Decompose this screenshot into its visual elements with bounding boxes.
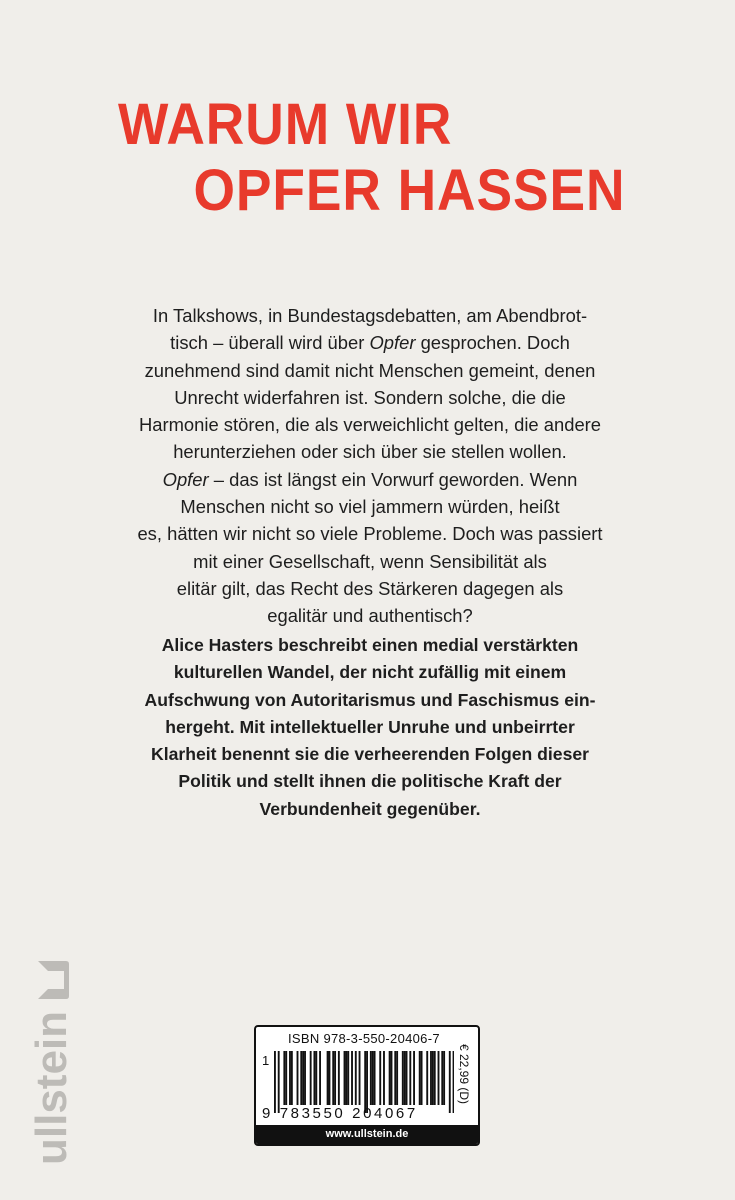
barcode-bar <box>302 1051 304 1105</box>
emphasis-opfer: Opfer <box>162 468 209 490</box>
barcode-bar <box>366 1051 368 1113</box>
barcode-bar <box>289 1051 291 1105</box>
title-line-2: OPFER HASSEN <box>193 158 626 223</box>
blurb-line: zunehmend sind damit nicht Menschen gemeint, denen <box>144 359 596 381</box>
barcode-bar <box>426 1051 428 1105</box>
barcode-bar <box>313 1051 315 1105</box>
barcode-box <box>254 1025 480 1146</box>
blurb-paragraph-2 <box>100 632 640 823</box>
blurb-line: Verbundenheit gegenüber. <box>259 798 481 819</box>
blurb-paragraph-1 <box>100 302 640 630</box>
blurb-line: es, hätten wir nicht so viele Probleme. Doch was passiert <box>137 523 603 545</box>
barcode-icon <box>274 1051 454 1113</box>
barcode-bar <box>396 1051 398 1105</box>
barcode-bar <box>351 1051 353 1105</box>
barcode-bar <box>359 1051 361 1105</box>
barcode-bar <box>283 1051 285 1105</box>
blurb-line: Aufschwung von Autoritarismus und Faschismus ein- <box>144 689 596 710</box>
barcode-bar <box>364 1051 366 1113</box>
barcode-bar <box>372 1051 374 1105</box>
publisher-name: ullstein <box>27 1010 76 1165</box>
barcode-bar <box>406 1051 408 1105</box>
barcode-bar <box>315 1051 317 1105</box>
barcode-bar <box>370 1051 372 1105</box>
barcode-bar <box>345 1051 347 1105</box>
barcode-bar <box>441 1051 443 1105</box>
barcode-bar <box>413 1051 415 1105</box>
barcode-bar <box>443 1051 445 1105</box>
blurb-line: herunterziehen oder sich über sie stellen wollen. <box>173 441 567 463</box>
barcode-bar <box>438 1051 440 1105</box>
publisher-url: www.ullstein.de <box>256 1125 478 1144</box>
blurb-line: Menschen nicht so viel jammern würden, heißt <box>180 496 560 518</box>
title-line-1: WARUM WIR <box>118 92 453 157</box>
barcode-bar <box>278 1051 280 1113</box>
barcode-bar <box>389 1051 391 1105</box>
barcode-bar <box>404 1051 406 1105</box>
barcode-bar <box>327 1051 329 1105</box>
barcode-bar <box>374 1051 376 1105</box>
barcode-bar <box>449 1051 451 1113</box>
emphasis-opfer: Opfer <box>369 332 416 354</box>
blurb-line: hergeht. Mit intellektueller Unruhe und unbeirrter <box>165 716 575 737</box>
barcode-bar <box>319 1051 321 1105</box>
barcode-bar <box>310 1051 312 1105</box>
blurb-line: Klarheit benennt sie die verheerenden Folgen dieser <box>150 744 589 765</box>
book-title <box>118 92 626 224</box>
barcode-bar <box>402 1051 404 1105</box>
blurb-line: Harmonie stören, die als verweichlicht gelten, die andere <box>138 414 602 436</box>
barcode-bar <box>300 1051 302 1105</box>
owl-icon <box>34 957 70 1003</box>
barcode-bar <box>329 1051 331 1105</box>
barcode-bar <box>434 1051 436 1105</box>
barcode-bar <box>430 1051 432 1105</box>
barcode-bar <box>347 1051 349 1105</box>
blurb-line: egalitär und authentisch? <box>267 605 473 627</box>
barcode-bar <box>432 1051 434 1105</box>
barcode-bar <box>338 1051 340 1105</box>
blurb-line: In Talkshows, in Bundestagsdebatten, am Abendbrot- <box>152 305 588 326</box>
blurb-line: Alice Hasters beschreibt einen medial verstärkten <box>161 635 579 655</box>
blurb-line: Politik und stellt ihnen die politische Kraft der <box>178 771 562 792</box>
barcode-bar <box>334 1051 336 1105</box>
barcode-left-digit: 1 <box>262 1053 270 1068</box>
barcode-bar <box>297 1051 299 1105</box>
barcode-bar <box>355 1051 357 1105</box>
barcode-bar <box>304 1051 306 1105</box>
isbn-label: ISBN 978-3-550-20406-7 <box>288 1031 440 1046</box>
blurb-line: mit einer Gesellschaft, wenn Sensibilität als <box>193 550 547 572</box>
price-label: € 22,99 (D) <box>457 1043 471 1105</box>
barcode-bar <box>274 1051 276 1113</box>
barcode-bar <box>285 1051 287 1105</box>
publisher-logo <box>27 957 76 1165</box>
barcode-bar <box>409 1051 411 1105</box>
barcode-bar <box>419 1051 421 1105</box>
barcode-bar <box>391 1051 393 1105</box>
blurb-line: Unrecht widerfahren ist. Sondern solche, die die <box>174 386 566 408</box>
blurb-line: Opfer – das ist längst ein Vorwurf geworden. Wenn <box>162 468 578 490</box>
barcode-bar <box>291 1051 293 1105</box>
barcode-bar <box>453 1051 454 1113</box>
barcode-bar <box>344 1051 346 1105</box>
barcode-digits: 9 783550 204067 <box>262 1105 418 1122</box>
blurb-line: elitär gilt, das Recht des Stärkeren dagegen als <box>176 577 564 599</box>
barcode-bar <box>332 1051 334 1105</box>
barcode-bar <box>379 1051 381 1105</box>
barcode-bar <box>394 1051 396 1105</box>
blurb-line: tisch – überall wird über Opfer gesprochen. Doch <box>170 332 570 354</box>
barcode-bar <box>421 1051 423 1105</box>
blurb-line: kulturellen Wandel, der nicht zufällig mit einem <box>173 662 567 683</box>
barcode-bar <box>383 1051 385 1105</box>
